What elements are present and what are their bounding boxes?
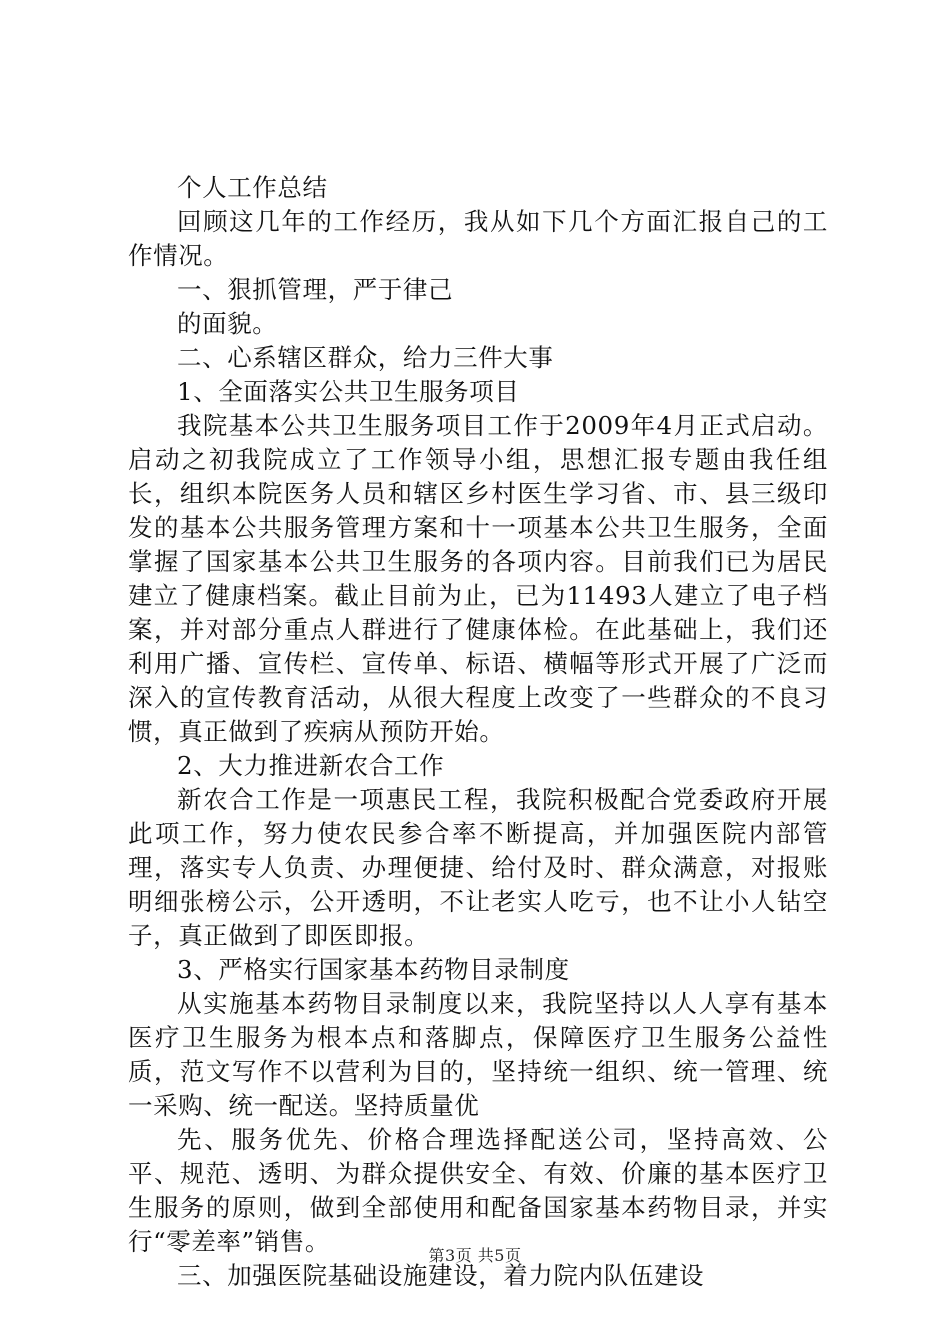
document-body — [128, 171, 828, 1293]
subsection-heading-3: 3、严格实行国家基本药物目录制度 — [177, 955, 570, 984]
section-heading-3: 三、加强医院基础设施建设，着力院内队伍建设 — [177, 1261, 705, 1290]
essential-drugs-paragraph: 从实施基本药物目录制度以来，我院坚持以人人享有基本医疗卫生服务为根本点和落脚点，保障医疗卫生服务公益性质，范文写作不以营利为目的，坚持统一组织、统一管理、统一采购、统一配送。坚持质量优 — [128, 989, 828, 1120]
section-heading-1: 一、狠抓管理，严于律己 — [177, 275, 454, 304]
page-footer: 第3页 共5页 — [428, 1246, 522, 1265]
subsection-heading-1: 1、全面落实公共卫生服务项目 — [177, 377, 520, 406]
essential-drugs-continued-paragraph: 先、服务优先、价格合理选择配送公司，坚持高效、公平、规范、透明、为群众提供安全、有效、价廉的基本医疗卫生服务的原则，做到全部使用和配备国家基本药物目录，并实行“零差率”销售。 — [128, 1125, 828, 1256]
document-title: 个人工作总结 — [177, 173, 328, 202]
rural-coop-paragraph: 新农合工作是一项惠民工程，我院积极配合党委政府开展此项工作，努力使农民参合率不断提高，并加强医院内部管理，落实专人负责、办理便捷、给付及时、群众满意，对报账明细张榜公示，公开透明，不让老实人吃亏，也不让小人钻空子，真正做到了即医即报。 — [128, 785, 828, 950]
section-heading-2: 二、心系辖区群众，给力三件大事 — [177, 343, 554, 372]
text-fragment: 的面貌。 — [177, 309, 278, 338]
subsection-heading-2: 2、大力推进新农合工作 — [177, 751, 445, 780]
intro-paragraph: 回顾这几年的工作经历，我从如下几个方面汇报自己的工作情况。 — [128, 207, 828, 270]
public-health-paragraph: 我院基本公共卫生服务项目工作于2009年4月正式启动。启动之初我院成立了工作领导小组，思想汇报专题由我任组长，组织本院医务人员和辖区乡村医生学习省、市、县三级印发的基本公共服务管理方案和十一项基本公共卫生服务，全面掌握了国家基本公共卫生服务的各项内容。目前我们已为居民建立了健康档案。截止目前为止，已为11493人建立了电子档案，并对部分重点人群进行了健康体检。在此基础上，我们还利用广播、宣传栏、宣传单、标语、横幅等形式开展了广泛而深入的宣传教育活动，从很大程度上改变了一些群众的不良习惯，真正做到了疾病从预防开始。 — [128, 411, 828, 746]
